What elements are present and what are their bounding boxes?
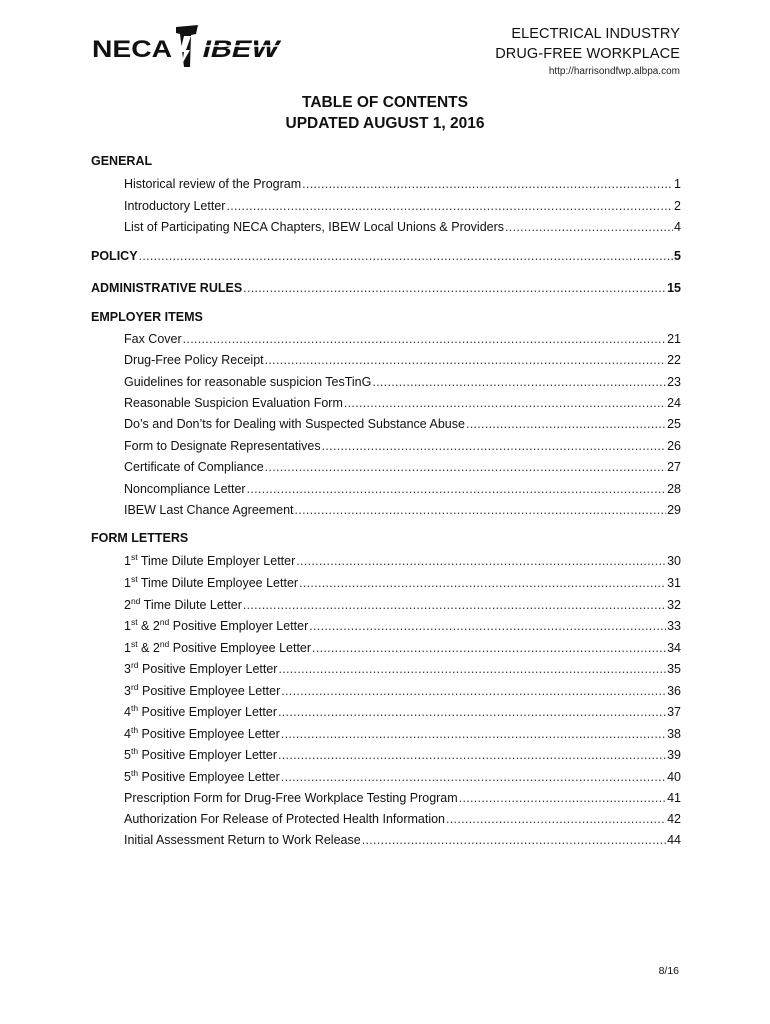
toc-entry[interactable] — [124, 831, 681, 849]
toc-entry[interactable] — [124, 437, 681, 455]
toc-page-number: 15 — [667, 281, 681, 295]
toc-entry-label: Reasonable Suspicion Evaluation Form — [124, 396, 343, 410]
toc-page-number: 44 — [667, 833, 681, 847]
toc-page-number: 22 — [667, 353, 681, 367]
toc-entry-label: Prescription Form for Drug-Free Workplace Testing Program — [124, 791, 458, 805]
logo-neca-text: NECA — [92, 36, 172, 63]
toc-entry-label: Drug-Free Policy Receipt — [124, 353, 264, 367]
toc-page-number: 32 — [667, 598, 681, 612]
toc-entry-label: List of Participating NECA Chapters, IBEW Local Unions & Providers — [124, 220, 505, 234]
toc-page-number: 23 — [667, 375, 681, 389]
toc-page-number: 35 — [667, 662, 681, 676]
org-line-2: DRUG-FREE WORKPLACE — [495, 46, 680, 62]
toc-entry-label: 3rd Positive Employer Letter — [124, 659, 278, 676]
toc-entry[interactable] — [124, 810, 681, 828]
toc-page-number: 26 — [667, 439, 681, 453]
toc-entry[interactable] — [124, 768, 681, 786]
lightning-bolt-icon — [176, 25, 198, 67]
toc-entry[interactable] — [124, 351, 681, 369]
toc-page-number: 24 — [667, 396, 681, 410]
toc-entry-label: 1st & 2nd Positive Employer Letter — [124, 616, 309, 633]
toc-entry[interactable] — [124, 617, 681, 635]
toc-entry-label: 2nd Time Dilute Letter — [124, 595, 242, 612]
toc-page-number: 21 — [667, 332, 681, 346]
toc-page-number: 5 — [674, 249, 681, 263]
toc-entry-label: 4th Positive Employer Letter — [124, 702, 277, 719]
toc-entry[interactable] — [124, 394, 681, 412]
toc-page-number: 2 — [674, 199, 681, 213]
toc-entry[interactable] — [124, 218, 681, 236]
toc-entry-label: Initial Assessment Return to Work Release — [124, 833, 361, 847]
toc-entry[interactable] — [124, 789, 681, 807]
toc-entry-policy[interactable] — [91, 247, 681, 265]
toc-page-number: 41 — [667, 791, 681, 805]
toc-entry[interactable] — [124, 415, 681, 433]
toc-entry[interactable] — [124, 725, 681, 743]
toc-page-number: 39 — [667, 748, 681, 762]
toc-entry-label: Certificate of Compliance — [124, 460, 264, 474]
toc-entry[interactable] — [124, 639, 681, 657]
toc-entry-label: Authorization For Release of Protected Health Information — [124, 812, 446, 826]
toc-page-number: 31 — [667, 576, 681, 590]
toc-entry-label: Do’s and Don’ts for Dealing with Suspected Substance Abuse — [124, 417, 465, 431]
toc-entry-label: Introductory Letter — [124, 199, 226, 213]
toc-page-number: 1 — [674, 177, 681, 191]
toc-entry[interactable] — [124, 480, 681, 498]
website-url[interactable]: http://harrisondfwp.albpa.com — [548, 66, 680, 77]
toc-page-number: 28 — [667, 482, 681, 496]
neca-ibew-logo — [92, 22, 284, 72]
toc-entry[interactable] — [124, 660, 681, 678]
section-heading-general: GENERAL — [91, 154, 153, 168]
toc-entry-label: Guidelines for reasonable suspicion TesTinG — [124, 375, 372, 389]
organization-header — [495, 24, 680, 80]
toc-page-number: 34 — [667, 641, 681, 655]
toc-entry[interactable] — [124, 373, 681, 391]
toc-page-number: 36 — [667, 684, 681, 698]
toc-entry-label: 4th Positive Employee Letter — [124, 724, 280, 741]
toc-page-number: 33 — [667, 619, 681, 633]
toc-entry-label: Noncompliance Letter — [124, 482, 246, 496]
toc-page-number: 25 — [667, 417, 681, 431]
toc-entry-label: IBEW Last Chance Agreement — [124, 503, 294, 517]
toc-entry-label: 1st Time Dilute Employer Letter — [124, 551, 296, 568]
toc-entry[interactable] — [124, 501, 681, 519]
section-heading-employer-items: EMPLOYER ITEMS — [91, 310, 203, 324]
toc-entry-label: POLICY — [91, 249, 138, 263]
page-indicator: 8/16 — [658, 965, 679, 977]
toc-entry[interactable] — [124, 197, 681, 215]
toc-entry[interactable] — [124, 175, 681, 193]
toc-entry-label: 3rd Positive Employee Letter — [124, 681, 281, 698]
toc-page-number: 38 — [667, 727, 681, 741]
toc-page-number: 30 — [667, 554, 681, 568]
document-title: TABLE OF CONTENTS — [302, 94, 468, 111]
toc-entry-label: 1st & 2nd Positive Employee Letter — [124, 638, 312, 655]
document-subtitle: UPDATED AUGUST 1, 2016 — [285, 115, 485, 132]
toc-entry[interactable] — [124, 552, 681, 570]
toc-entry-label: Fax Cover — [124, 332, 182, 346]
toc-page-number: 29 — [667, 503, 681, 517]
toc-page-number: 40 — [667, 770, 681, 784]
toc-entry-label: 1st Time Dilute Employee Letter — [124, 573, 299, 590]
toc-entry[interactable] — [124, 458, 681, 476]
toc-entry-label: ADMINISTRATIVE RULES — [91, 281, 243, 295]
logo-ibew-text: IBEW — [199, 36, 270, 63]
toc-entry[interactable] — [124, 330, 681, 348]
section-heading-form-letters: FORM LETTERS — [91, 531, 189, 545]
toc-entry[interactable] — [124, 746, 681, 764]
org-line-1: ELECTRICAL INDUSTRY — [511, 26, 680, 42]
toc-entry-administrative-rules[interactable] — [91, 279, 681, 297]
toc-entry-label: 5th Positive Employer Letter — [124, 745, 277, 762]
toc-page-number: 4 — [674, 220, 681, 234]
toc-entry[interactable] — [124, 574, 681, 592]
toc-entry-label: Form to Designate Representatives — [124, 439, 321, 453]
toc-entry[interactable] — [124, 596, 681, 614]
toc-page-number: 27 — [667, 460, 681, 474]
toc-entry[interactable] — [124, 682, 681, 700]
toc-entry-label: Historical review of the Program — [124, 177, 302, 191]
toc-entry[interactable] — [124, 703, 681, 721]
toc-page-number: 37 — [667, 705, 681, 719]
toc-entry-label: 5th Positive Employee Letter — [124, 767, 280, 784]
toc-page-number: 42 — [667, 812, 681, 826]
